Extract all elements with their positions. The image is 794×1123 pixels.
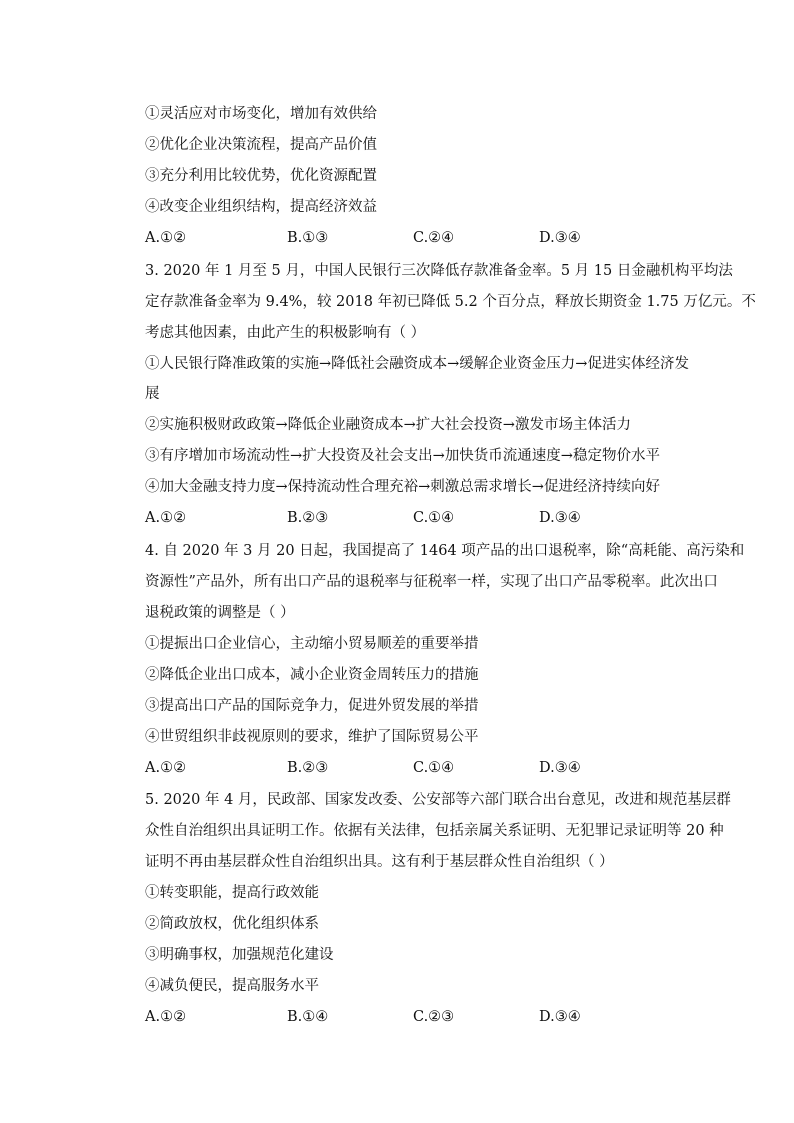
q3-choices [145, 508, 665, 528]
q5-option-1: ①转变职能，提高行政效能 [145, 885, 319, 901]
q4-option-1: ①提振出口企业信心，主动缩小贸易顺差的重要举措 [145, 636, 479, 652]
q4-choice-c: C.①④ [413, 760, 455, 776]
q2-option-3: ③充分利用比较优势，优化资源配置 [145, 168, 377, 184]
q4-option-4: ④世贸组织非歧视原则的要求，维护了国际贸易公平 [145, 729, 479, 745]
q5-option-3: ③明确事权，加强规范化建设 [145, 947, 334, 963]
q5-option-2: ②简政放权，优化组织体系 [145, 916, 319, 932]
q5-choice-c: C.②③ [413, 1009, 455, 1025]
q4-choice-a: A.①② [145, 760, 187, 776]
q2-choice-a: A.①② [145, 230, 187, 246]
q2-choice-d: D.③④ [539, 230, 581, 246]
q4-stem-line-3: 退税政策的调整是（ ） [145, 605, 295, 621]
q5-choices [145, 1007, 665, 1027]
q4-stem-line-2: 资源性”产品外，所有出口产品的退税率与征税率一样，实现了出口产品零税率。此次出口 [145, 574, 718, 590]
q2-choices [145, 228, 665, 248]
q3-choice-a: A.①② [145, 510, 187, 526]
q3-option-1-cont: 展 [145, 386, 160, 402]
q2-option-2: ②优化企业决策流程，提高产品价值 [145, 137, 377, 153]
q3-stem-line-2: 定存款准备金率为 9.4%，较 2018 年初已降低 5.2 个百分点，释放长期资金 1.75 万亿元。不 [145, 294, 756, 310]
q3-stem-line-1: 3. 2020 年 1 月至 5 月，中国人民银行三次降低存款准备金率。5 月 15 日金融机构平均法 [145, 263, 733, 279]
q2-choice-c: C.②④ [413, 230, 455, 246]
q3-option-3: ③有序增加市场流动性→扩大投资及社会支出→加快货币流通速度→稳定物价水平 [145, 448, 660, 464]
q5-choice-b: B.①④ [287, 1009, 329, 1025]
q4-choices [145, 758, 665, 778]
q5-choice-d: D.③④ [539, 1009, 581, 1025]
q3-choice-c: C.①④ [413, 510, 455, 526]
q2-option-4: ④改变企业组织结构，提高经济效益 [145, 199, 377, 215]
q5-stem-line-1: 5. 2020 年 4 月，民政部、国家发改委、公安部等六部门联合出台意见，改进和规范基层群 [145, 792, 731, 808]
q4-stem-line-1: 4. 自 2020 年 3 月 20 日起，我国提高了 1464 项产品的出口退税率，除“高耗能、高污染和 [145, 543, 745, 559]
q4-option-2: ②降低企业出口成本，减小企业资金周转压力的措施 [145, 667, 479, 683]
q5-stem-line-2: 众性自治组织出具证明工作。依据有关法律，包括亲属关系证明、无犯罪记录证明等 20 种 [145, 823, 724, 839]
q4-choice-d: D.③④ [539, 760, 581, 776]
q3-choice-b: B.②③ [287, 510, 329, 526]
q5-stem-line-3: 证明不再由基层群众性自治组织出具。这有利于基层群众性自治组织（ ） [145, 854, 614, 870]
q4-choice-b: B.②③ [287, 760, 329, 776]
q3-stem-line-3: 考虑其他因素，由此产生的积极影响有（ ） [145, 325, 426, 341]
q3-option-1: ①人民银行降准政策的实施→降低社会融资成本→缓解企业资金压力→促进实体经济发 [145, 356, 689, 372]
q3-choice-d: D.③④ [539, 510, 581, 526]
q3-option-4: ④加大金融支持力度→保持流动性合理充裕→刺激总需求增长→促进经济持续向好 [145, 479, 660, 495]
q5-option-4: ④减负便民，提高服务水平 [145, 978, 319, 994]
q2-choice-b: B.①③ [287, 230, 329, 246]
q5-choice-a: A.①② [145, 1009, 187, 1025]
q4-option-3: ③提高出口产品的国际竞争力，促进外贸发展的举措 [145, 698, 479, 714]
q2-option-1: ①灵活应对市场变化，增加有效供给 [145, 106, 377, 122]
q3-option-2: ②实施积极财政政策→降低企业融资成本→扩大社会投资→激发市场主体活力 [145, 417, 631, 433]
